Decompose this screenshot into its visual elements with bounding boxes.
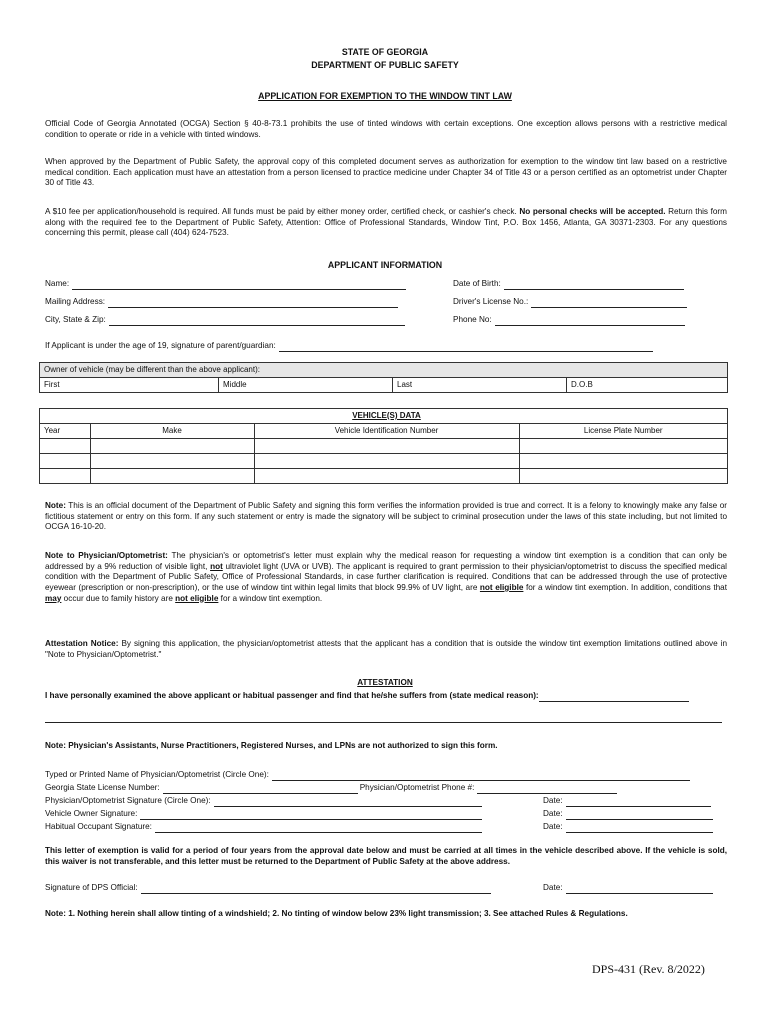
state-heading: STATE OF GEORGIA xyxy=(341,47,429,57)
dps-date-row: Date: xyxy=(543,883,713,894)
plate-header: License Plate Number xyxy=(519,424,728,439)
state-license-row: Georgia State License Number: Physician/Optometrist Phone #: xyxy=(45,783,617,794)
occupant-date-row: Date: xyxy=(543,822,713,833)
state-license-field[interactable] xyxy=(163,785,358,794)
mailing-address-field[interactable] xyxy=(108,299,398,308)
physician-phone-field[interactable] xyxy=(477,785,617,794)
felony-note xyxy=(45,501,727,533)
guardian-row xyxy=(45,341,653,352)
phone-row xyxy=(453,315,685,326)
not-authorized-note: Note: Physician's Assistants, Nurse Practitioners, Registered Nurses, and LPNs are not authorized to sign this form. xyxy=(45,741,498,750)
city-row xyxy=(45,315,405,326)
attestation-heading: ATTESTATION xyxy=(357,678,413,687)
typed-name-row: Typed or Printed Name of Physician/Optometrist (Circle One): xyxy=(45,770,690,781)
intro-paragraph-2: When approved by the Department of Public Safety, the approval copy of this completed document serves as authorization for exemption to the window tint law based on a restrictive medical condition. Each application must have an attestation from a person licensed to practice medicine under Chapter 34 of Title 43 or a person certified as an optometrist under Chapter 30 of Title 43. xyxy=(45,157,727,188)
dob-row xyxy=(453,279,684,290)
note-label: Note: xyxy=(45,501,66,510)
physician-name-field[interactable] xyxy=(272,772,690,781)
form-title: APPLICATION FOR EXEMPTION TO THE WINDOW TINT LAW xyxy=(258,91,512,101)
mailing-row xyxy=(45,297,398,308)
occupant-signature-row: Habitual Occupant Signature: xyxy=(45,822,482,833)
name-field[interactable] xyxy=(72,281,406,290)
guardian-signature-field[interactable] xyxy=(279,343,653,352)
vehicle-data-heading: VEHICLE(S) DATA xyxy=(254,409,519,424)
license-label: Driver's License No.: xyxy=(453,297,529,306)
city-label: City, State & Zip: xyxy=(45,315,106,324)
owner-table-header: Owner of vehicle (may be different than the above applicant): xyxy=(40,363,728,378)
intro-paragraph-3 xyxy=(45,207,727,239)
no-personal-checks: No personal checks will be accepted. xyxy=(519,207,666,216)
fee-text: A $10 fee per application/household is required. All funds must be paid by either money order, certified check, or cashier's check. xyxy=(45,207,517,216)
dps-signature-row: Signature of DPS Official: xyxy=(45,883,491,894)
dps-signature-field[interactable] xyxy=(141,885,491,894)
applicant-heading: APPLICANT INFORMATION xyxy=(327,260,443,270)
vehicle-table xyxy=(39,408,728,484)
return-instructions: Return this form along with the required fee to the Department of Public Safety, Attention: Office of Professional Standards, Window Tint, P.O. Box 1456, Atlanta, GA 30371-2303. For any questions concerning this permit, please call (404) 624-7523. xyxy=(45,207,727,238)
phone-field[interactable] xyxy=(495,317,685,326)
dob-field[interactable] xyxy=(504,281,684,290)
form-id: DPS-431 (Rev. 8/2022) xyxy=(592,962,705,976)
owner-date-field[interactable] xyxy=(566,811,713,820)
vehicle-row[interactable] xyxy=(40,439,728,454)
attestation-notice: Attestation Notice: By signing this application, the physician/optometrist attests that the applicant has a condition that is outside the window tint exemption limitations outlined above in "Note to Physician/Optometrist." xyxy=(45,639,727,659)
attestation-statement: I have personally examined the above applicant or habitual passenger and find that he/she suffers from (state medical reason): xyxy=(45,691,539,700)
name-row xyxy=(45,279,406,290)
department-heading: DEPARTMENT OF PUBLIC SAFETY xyxy=(311,60,459,70)
guardian-label: If Applicant is under the age of 19, signature of parent/guardian: xyxy=(45,341,276,350)
drivers-license-field[interactable] xyxy=(531,299,687,308)
owner-last-cell[interactable]: Last xyxy=(393,378,567,393)
physician-signature-row: Physician/Optometrist Signature (Circle One): xyxy=(45,796,482,807)
name-label: Name: xyxy=(45,279,70,288)
vin-header: Vehicle Identification Number xyxy=(254,424,519,439)
physician-signature-field[interactable] xyxy=(214,798,482,807)
occupant-date-field[interactable] xyxy=(566,824,713,833)
validity-statement: This letter of exemption is valid for a period of four years from the approval date below and must be carried at all times in the vehicle described above. If the vehicle is sold, this waiver is not transferable, and this letter must be returned to the Department of Public Safety at the above address. xyxy=(45,846,727,866)
license-row xyxy=(453,297,687,308)
owner-dob-cell[interactable]: D.O.B xyxy=(567,378,728,393)
owner-date-row: Date: xyxy=(543,809,713,820)
owner-signature-row: Vehicle Owner Signature: xyxy=(45,809,482,820)
vehicle-row[interactable] xyxy=(40,454,728,469)
medical-reason-line-2[interactable] xyxy=(45,722,722,723)
owner-first-cell[interactable]: First xyxy=(40,378,219,393)
note-text: This is an official document of the Department of Public Safety and signing this form verifies the information provided is true and correct. It is a felony to knowingly make any false or fictitious statement or entry on this form. If any such statement or entry is made the signatory will be subject to criminal prosecution under the laws of this state including, but not limited to OCGA 16-10-20. xyxy=(45,501,727,532)
owner-table xyxy=(39,362,728,393)
physician-date-field[interactable] xyxy=(566,798,711,807)
year-header: Year xyxy=(40,424,91,439)
intro-paragraph-1: Official Code of Georgia Annotated (OCGA) Section § 40-8-73.1 prohibits the use of tinted windows with certain exceptions. One exception allows persons with a restrictive medical condition to operate or ride in a vehicle with tinted windows. xyxy=(45,119,727,139)
city-state-zip-field[interactable] xyxy=(109,317,405,326)
phone-label: Phone No: xyxy=(453,315,492,324)
medical-reason-field[interactable] xyxy=(539,693,689,702)
final-note: Note: 1. Nothing herein shall allow tinting of a windshield; 2. No tinting of window below 23% light transmission; 3. See attached Rules & Regulations. xyxy=(45,909,628,918)
mailing-label: Mailing Address: xyxy=(45,297,106,306)
make-header: Make xyxy=(90,424,254,439)
occupant-signature-field[interactable] xyxy=(155,824,482,833)
physician-note: Note to Physician/Optometrist: The physician's or optometrist's letter must explain why the medical reason for requesting a window tint exemption is a condition that can only be addressed by a 9% reduction of visible light, not ultraviolet light (UVA or UVB). The applicant is required to grant permission to their physician/optometrist to discuss the specified medical condition with the Department of Public Safety, Office of Professional Standards, in case further clarification is required. Conditions that can be addressed through the use of protective eyewear (prescription or non-prescription), or the use of window tint within legal limits that block 99.9% of UV light, are not eligible for a window tint exemption. In addition, conditions that may occur due to family history are not eligible for a window tint exemption. xyxy=(45,551,728,603)
dps-date-field[interactable] xyxy=(566,885,713,894)
owner-signature-field[interactable] xyxy=(140,811,482,820)
physician-date-row: Date: xyxy=(543,796,711,807)
medical-reason-row xyxy=(45,691,689,702)
dob-label: Date of Birth: xyxy=(453,279,501,288)
vehicle-row[interactable] xyxy=(40,469,728,484)
owner-middle-cell[interactable]: Middle xyxy=(219,378,393,393)
